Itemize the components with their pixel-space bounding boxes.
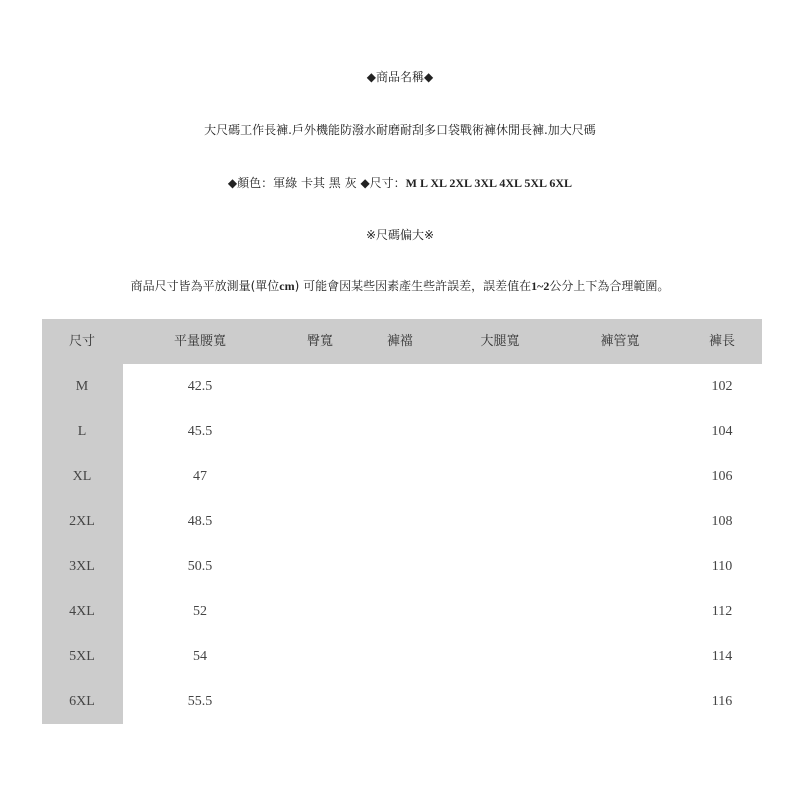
- cell-length: 116: [711, 694, 733, 709]
- cell-thigh: [450, 634, 550, 679]
- cell-leg-opening: [565, 409, 675, 454]
- cell-hip: [280, 589, 360, 634]
- cell-rise: [365, 544, 435, 589]
- cell-rise: [365, 589, 435, 634]
- cell-waist: 42.5: [187, 379, 213, 394]
- cell-thigh: [450, 364, 550, 409]
- cell-hip: [280, 364, 360, 409]
- cell-thigh: [450, 589, 550, 634]
- header-rise: 褲襠: [386, 334, 413, 349]
- cell-waist: 48.5: [187, 514, 213, 529]
- measurement-note: 商品尺寸皆為平放測量(單位cm) 可能會因某些因素產生些許誤差，誤差值在1~2公分上下為合理範圍。: [130, 279, 670, 293]
- cell-length: 106: [711, 469, 733, 484]
- cell-length: 104: [711, 424, 733, 439]
- cell-thigh: [450, 454, 550, 499]
- size-note: ※尺碼偏大※: [365, 228, 435, 242]
- cell-hip: [280, 679, 360, 724]
- header-thigh: 大腿寬: [480, 334, 520, 349]
- cell-size: 5XL: [69, 649, 95, 664]
- cell-rise: [365, 364, 435, 409]
- cell-thigh: [450, 679, 550, 724]
- cell-size: 2XL: [69, 514, 95, 529]
- cell-waist: 47: [193, 469, 207, 484]
- cell-leg-opening: [565, 634, 675, 679]
- color-values: 軍綠 卡其 黑 灰: [273, 176, 357, 190]
- cell-length: 102: [711, 379, 733, 394]
- product-name: 大尺碼工作長褲.戶外機能防潑水耐磨耐刮多口袋戰術褲休閒長褲.加大尺碼: [204, 123, 596, 137]
- cell-hip: [280, 544, 360, 589]
- cell-leg-opening: [565, 589, 675, 634]
- cell-leg-opening: [565, 454, 675, 499]
- cell-rise: [365, 679, 435, 724]
- cell-hip: [280, 634, 360, 679]
- cell-waist: 50.5: [187, 559, 213, 574]
- cell-thigh: [450, 499, 550, 544]
- cell-length: 110: [711, 559, 733, 574]
- cell-rise: [365, 409, 435, 454]
- cell-hip: [280, 409, 360, 454]
- header-leg-opening: 褲管寬: [600, 334, 640, 349]
- cell-size: 4XL: [69, 604, 95, 619]
- product-name-heading: ◆商品名稱◆: [366, 70, 434, 84]
- size-label: ◆尺寸：: [360, 176, 406, 190]
- cell-size: 3XL: [69, 559, 95, 574]
- cell-length: 114: [711, 649, 733, 664]
- cell-rise: [365, 454, 435, 499]
- header-size: 尺寸: [68, 334, 95, 349]
- cell-size: M: [75, 379, 89, 394]
- cell-leg-opening: [565, 544, 675, 589]
- cell-rise: [365, 634, 435, 679]
- cell-hip: [280, 454, 360, 499]
- size-chart-table: [42, 319, 762, 724]
- cell-size: 6XL: [69, 694, 95, 709]
- header-waist: 平量腰寬: [173, 334, 226, 349]
- cell-size: L: [77, 424, 87, 439]
- cell-waist: 55.5: [187, 694, 213, 709]
- cell-size: XL: [72, 469, 92, 484]
- cell-length: 112: [711, 604, 733, 619]
- cell-thigh: [450, 544, 550, 589]
- cell-hip: [280, 499, 360, 544]
- cell-length: 108: [711, 514, 733, 529]
- cell-waist: 54: [193, 649, 207, 664]
- color-size-line: [0, 175, 800, 191]
- cell-leg-opening: [565, 679, 675, 724]
- color-label: ◆顏色：: [227, 176, 274, 190]
- size-values: M L XL 2XL 3XL 4XL 5XL 6XL: [405, 176, 573, 190]
- header-length: 褲長: [708, 334, 735, 349]
- cell-leg-opening: [565, 364, 675, 409]
- cell-thigh: [450, 409, 550, 454]
- cell-waist: 52: [193, 604, 207, 619]
- cell-waist: 45.5: [187, 424, 213, 439]
- cell-leg-opening: [565, 499, 675, 544]
- header-hip: 臀寬: [306, 334, 333, 349]
- cell-rise: [365, 499, 435, 544]
